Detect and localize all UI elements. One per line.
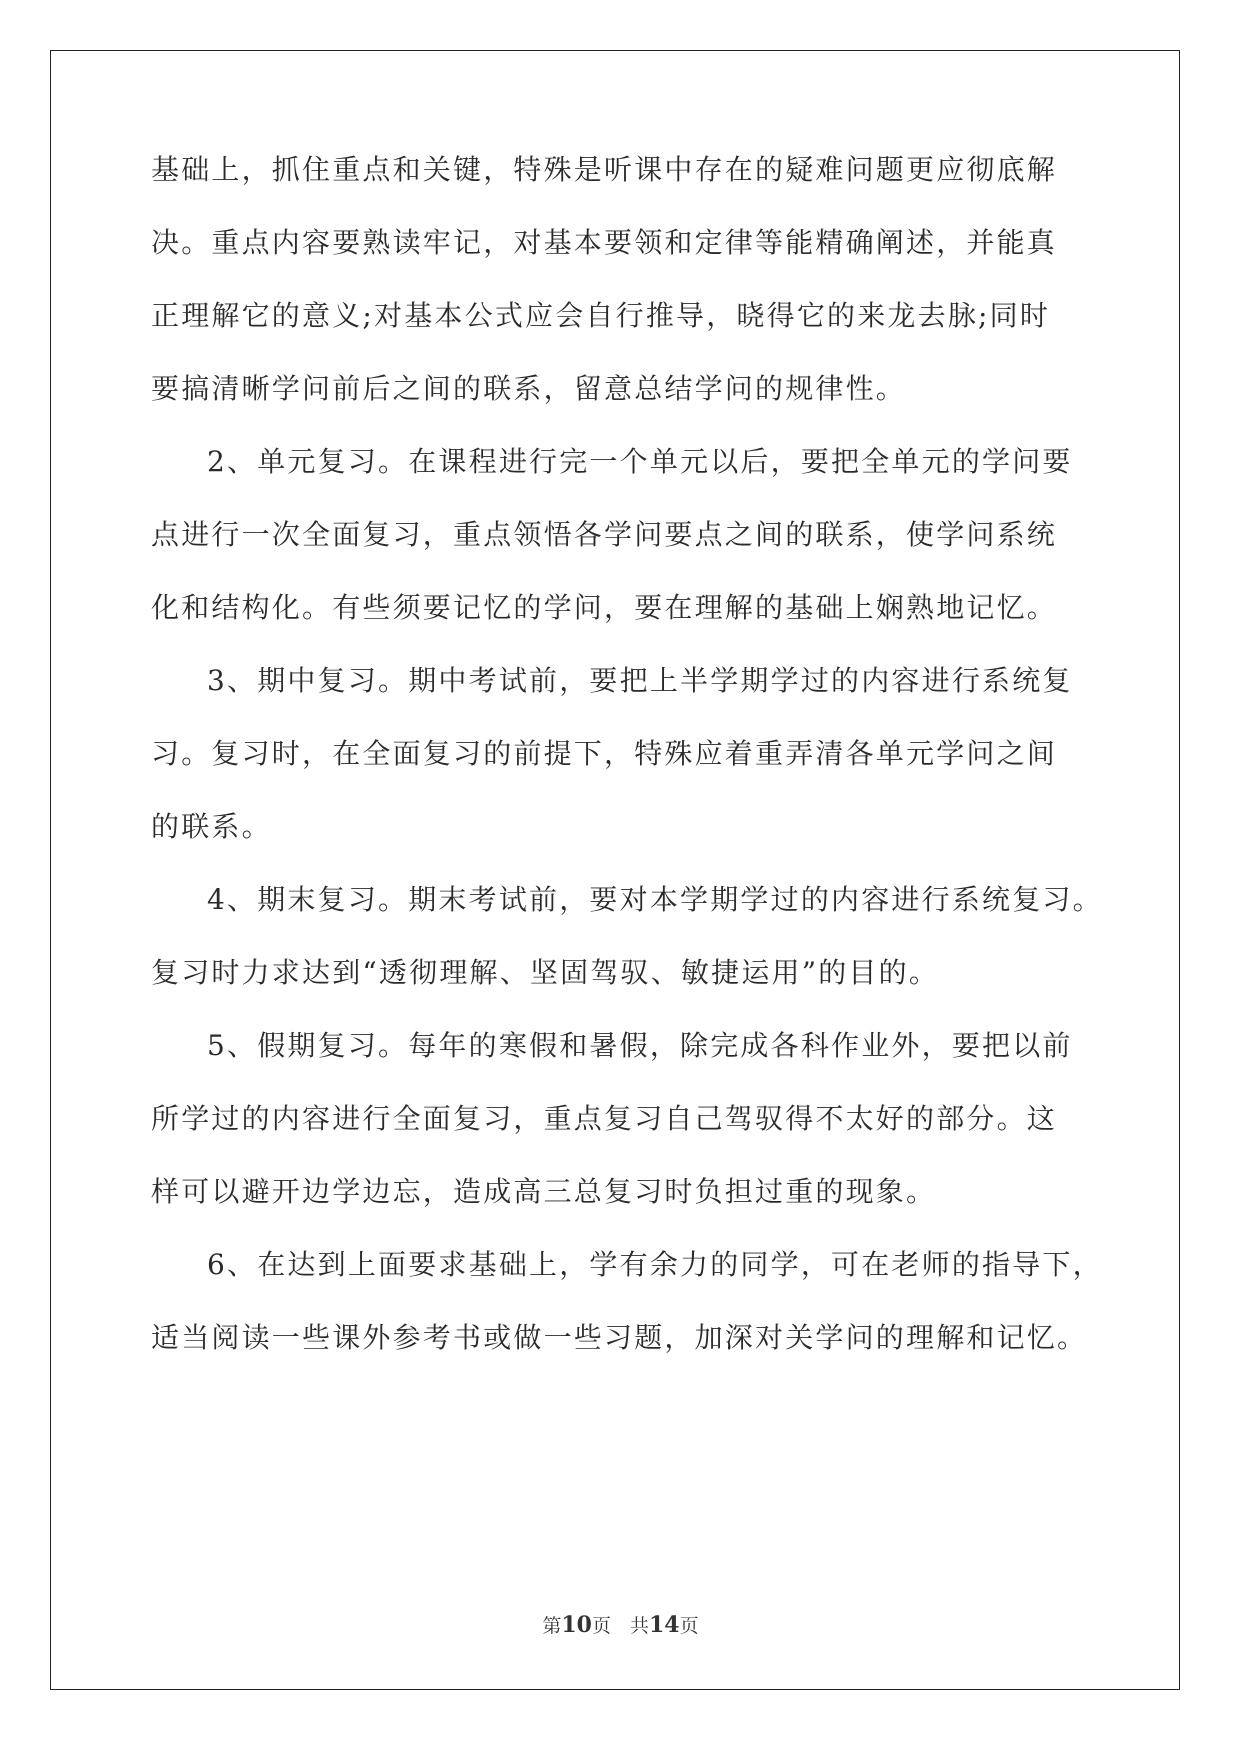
paragraph-2-first-line: 2、单元复习。在课程进行完一个单元以后，要把全单元的学问要 <box>207 445 1073 478</box>
text-line: 样可以避开边学边忘，造成高三总复习时负担过重的现象。 <box>151 1175 937 1208</box>
text-line: 正理解它的意义;对基本公式应会自行推导，晓得它的来龙去脉;同时 <box>151 299 1051 332</box>
text-line: 复习时力求达到“透彻理解、坚固驾驭、敏捷运用”的目的。 <box>151 956 940 989</box>
footer-mid: 页 共 <box>591 1615 649 1637</box>
text-line: 习。复习时，在全面复习的前提下，特殊应着重弄清各单元学问之间 <box>151 737 1058 770</box>
paragraph-6-first-line: 6、在达到上面要求基础上，学有余力的同学，可在老师的指导下， <box>207 1248 1103 1281</box>
page-footer <box>0 1612 1241 1639</box>
paragraph-5-first-line: 5、假期复习。每年的寒假和暑假，除完成各科作业外，要把以前 <box>207 1029 1073 1062</box>
text-line: 适当阅读一些课外参考书或做一些习题，加深对关学问的理解和记忆。 <box>151 1321 1088 1354</box>
paragraph-4-first-line: 4、期末复习。期末考试前，要对本学期学过的内容进行系统复习。 <box>207 883 1103 916</box>
text-line: 的联系。 <box>151 810 272 843</box>
text-line: 决。重点内容要熟读牢记，对基本要领和定律等能精确阐述，并能真 <box>151 226 1058 259</box>
footer-prefix: 第 <box>542 1615 562 1637</box>
footer-suffix: 页 <box>679 1615 699 1637</box>
text-line: 基础上，抓住重点和关键，特殊是听课中存在的疑难问题更应彻底解 <box>151 153 1058 186</box>
text-line: 所学过的内容进行全面复习，重点复习自己驾驭得不太好的部分。这 <box>151 1102 1058 1135</box>
text-line: 点进行一次全面复习，重点领悟各学问要点之间的联系，使学问系统 <box>151 518 1058 551</box>
text-line: 要搞清晰学问前后之间的联系，留意总结学问的规律性。 <box>151 372 907 405</box>
current-page-number: 10 <box>561 1612 592 1638</box>
text-line: 化和结构化。有些须要记忆的学问，要在理解的基础上娴熟地记忆。 <box>151 591 1058 624</box>
total-pages-number: 14 <box>649 1612 680 1638</box>
paragraph-3-first-line: 3、期中复习。期中考试前，要把上半学期学过的内容进行系统复 <box>207 664 1073 697</box>
